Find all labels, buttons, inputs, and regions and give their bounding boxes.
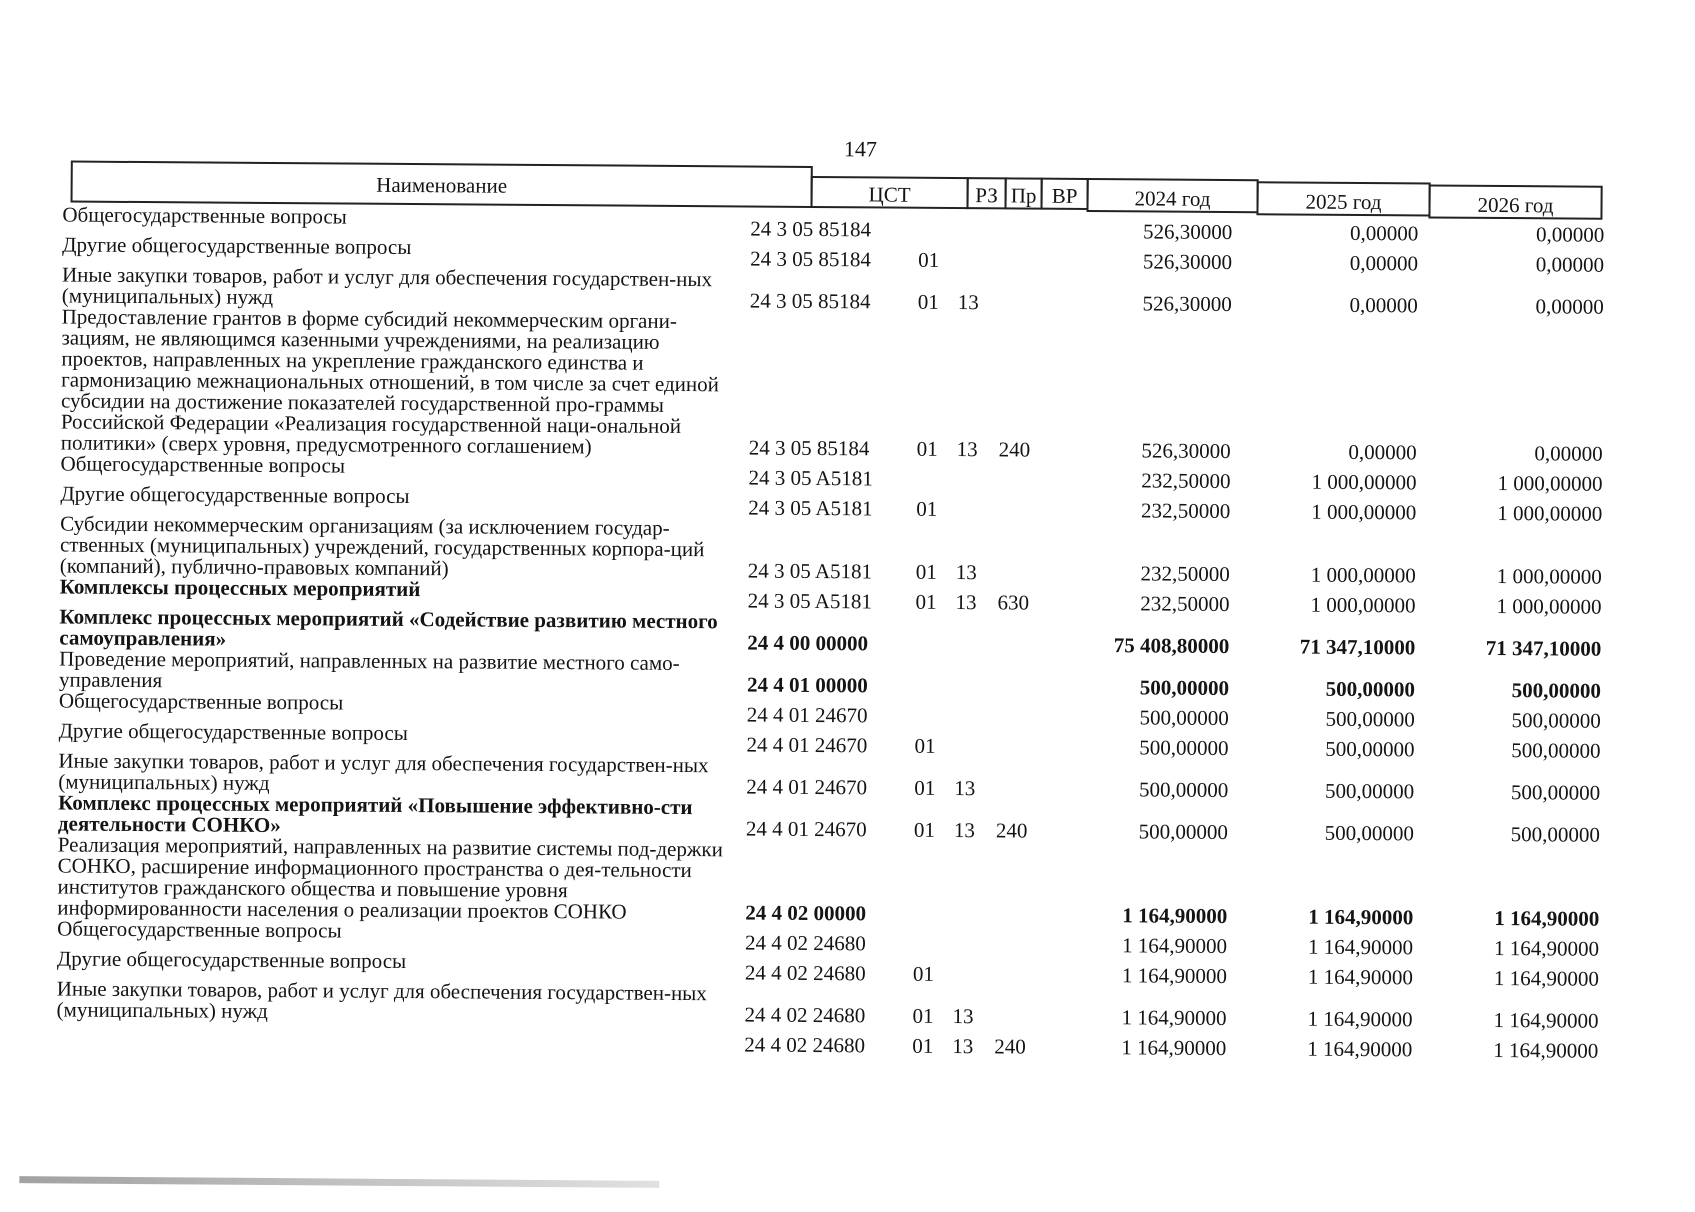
row-vr — [997, 655, 1053, 697]
row-pr: 13 — [955, 590, 977, 615]
header-rz: РЗ — [966, 177, 1006, 209]
row-pr: 13 — [954, 776, 976, 801]
row-vr — [997, 697, 1053, 727]
row-cst: 24 4 01 00000 — [746, 672, 868, 698]
row-2026: 0,00000 — [1534, 441, 1603, 466]
row-vr — [998, 520, 1054, 583]
row-2026: 1 164,90000 — [1494, 905, 1600, 931]
header-name: Наименование — [71, 161, 813, 208]
row-vr — [994, 985, 1050, 1027]
row-cst: 24 3 05 A5181 — [748, 465, 873, 491]
row-2026: 1 000,00000 — [1497, 500, 1603, 526]
row-2025: 1 164,90000 — [1307, 1006, 1413, 1032]
row-name: Другие общегосударственные вопросы — [62, 232, 412, 260]
row-2026: 0,00000 — [1535, 252, 1605, 277]
table-row — [57, 834, 1600, 929]
row-2026: 500,00000 — [1511, 738, 1601, 763]
row-2025: 0,00000 — [1349, 220, 1419, 246]
row-2026: 1 164,90000 — [1494, 935, 1600, 961]
row-rz: 01 — [917, 289, 939, 314]
row-vr — [995, 841, 1052, 925]
row-pr — [956, 490, 998, 520]
row-pr — [953, 925, 995, 955]
row-2026: 71 347,10000 — [1485, 635, 1602, 661]
row-cst: 24 3 05 85184 — [749, 288, 871, 314]
row-name: Другие общегосударственные вопросы — [58, 718, 408, 746]
row-pr — [954, 727, 996, 757]
row-rz: 01 — [913, 817, 936, 842]
row-vr — [1000, 241, 1056, 271]
row-name: Иные закупки товаров, работ и услуг для обеспечения государствен-ных (муниципальных) нужд — [56, 976, 707, 1023]
row-2025: 0,00000 — [1349, 250, 1419, 276]
row-rz: 01 — [916, 436, 938, 461]
page-number: 147 — [843, 136, 878, 162]
header-2025: 2025 год — [1256, 181, 1430, 216]
row-2026: 500,00000 — [1510, 822, 1601, 847]
row-name: Комплексы процессных мероприятий — [59, 574, 421, 602]
row-2026: 1 000,00000 — [1496, 593, 1602, 619]
row-2026: 1 000,00000 — [1497, 470, 1603, 496]
row-rz: 01 — [915, 589, 937, 614]
row-2025: 0,00000 — [1349, 292, 1418, 318]
header-vr: ВР — [1040, 178, 1088, 210]
row-rz: 01 — [912, 1033, 934, 1058]
row-cst: 24 4 01 24670 — [746, 774, 868, 800]
row-vr — [996, 727, 1052, 757]
row-name: Проведение мероприятий, направленных на развитие местного само-управления — [58, 646, 680, 693]
row-2024: 1 164,90000 — [1121, 1005, 1227, 1031]
row-2024: 500,00000 — [1138, 819, 1229, 845]
row-cst: 24 4 02 24680 — [744, 1032, 866, 1058]
row-2024: 526,30000 — [1141, 438, 1231, 464]
row-cst: 24 4 02 00000 — [745, 900, 867, 926]
row-vr — [998, 460, 1054, 490]
row-pr — [955, 655, 997, 697]
row-vr — [995, 955, 1051, 985]
scan-artifact — [19, 1176, 659, 1188]
row-2026: 500,00000 — [1511, 678, 1602, 703]
row-2024: 500,00000 — [1139, 705, 1229, 731]
row-cst: 24 4 02 24680 — [744, 1002, 866, 1028]
row-pr: 13 — [952, 1034, 974, 1059]
table-row — [61, 306, 1604, 464]
row-name: Общегосударственные вопросы — [58, 688, 344, 715]
row-vr: 630 — [997, 590, 1030, 615]
row-pr — [955, 613, 997, 655]
row-rz: 01 — [912, 961, 934, 986]
row-name: Комплекс процессных мероприятий «Повышение эффективно-сти деятельности СОНКО» — [57, 790, 693, 838]
row-vr: 240 — [994, 1034, 1026, 1059]
row-rz — [913, 925, 953, 955]
row-2025: 1 164,90000 — [1307, 964, 1413, 990]
row-vr — [995, 925, 1051, 955]
row-2024: 500,00000 — [1138, 777, 1229, 803]
row-2026: 0,00000 — [1535, 294, 1604, 319]
row-2026: 500,00000 — [1511, 708, 1601, 733]
row-cst: 24 4 01 24670 — [746, 732, 868, 758]
row-2024: 232,50000 — [1140, 561, 1230, 587]
row-rz: 01 — [914, 733, 936, 758]
row-2024: 500,00000 — [1139, 675, 1230, 701]
row-pr — [956, 460, 998, 490]
row-vr — [1000, 211, 1056, 241]
header-cst: ЦСТ — [810, 176, 968, 209]
row-name: Иные закупки товаров, работ и услуг для обеспечения государствен-ных (муниципальных) нужд — [61, 262, 713, 310]
row-cst: 24 4 00 00000 — [747, 630, 869, 656]
row-vr — [997, 613, 1053, 655]
row-2024: 232,50000 — [1140, 498, 1231, 524]
row-rz — [913, 841, 954, 925]
row-cst: 24 4 02 24680 — [744, 960, 866, 986]
row-2025: 500,00000 — [1325, 736, 1415, 762]
row-rz — [915, 697, 955, 727]
row-2025: 1 000,00000 — [1311, 499, 1417, 525]
row-cst: 24 4 01 24670 — [745, 816, 867, 842]
row-2025: 1 000,00000 — [1310, 562, 1416, 588]
row-2024: 1 164,90000 — [1122, 903, 1228, 929]
row-name: Другие общегосударственные вопросы — [56, 946, 407, 974]
row-2026: 1 164,90000 — [1493, 1007, 1599, 1033]
row-rz — [916, 460, 956, 490]
row-rz: 01 — [915, 559, 937, 584]
row-2024: 526,30000 — [1142, 291, 1232, 317]
row-2026: 1 000,00000 — [1496, 563, 1602, 589]
row-2025: 500,00000 — [1325, 676, 1416, 702]
row-pr: 13 — [955, 560, 977, 585]
row-name: Субсидии некоммерческим организациям (за исключением государ-ственных (муниципальных) учреждений, государственных корпора-ций (компаний), публично-правовых компаний) — [59, 511, 705, 581]
row-2024: 232,50000 — [1141, 468, 1231, 494]
row-rz: 01 — [914, 775, 936, 800]
row-cst: 24 3 05 A5181 — [748, 495, 873, 521]
row-vr: 240 — [995, 818, 1028, 843]
row-cst: 24 4 02 24680 — [745, 930, 866, 956]
row-name: Общегосударственные вопросы — [62, 202, 347, 229]
row-rz — [918, 211, 958, 241]
row-name: Реализация мероприятий, направленных на развитие системы под-держки СОНКО, расширение информационного пространства о дея-тельности институтов гражданского общества и повышение уровня информированности населения о реализации проектов СОНКО — [57, 832, 723, 924]
row-pr: 13 — [956, 437, 978, 462]
row-cst: 24 3 05 85184 — [750, 246, 871, 272]
row-pr — [953, 841, 996, 925]
header-2024: 2024 год — [1086, 178, 1258, 213]
row-name: Комплекс процессных мероприятий «Содействие развитию местного самоуправления» — [59, 604, 718, 651]
row-cst: 24 4 01 24670 — [746, 702, 868, 728]
row-2024: 232,50000 — [1140, 591, 1230, 617]
row-2025: 71 347,10000 — [1299, 634, 1416, 660]
row-2024: 1 164,90000 — [1121, 963, 1227, 989]
budget-table — [56, 204, 1604, 1061]
row-2024: 1 164,90000 — [1122, 933, 1228, 959]
row-2026: 1 164,90000 — [1493, 1037, 1599, 1063]
row-vr — [1000, 271, 1056, 313]
row-name: Общегосударственные вопросы — [60, 451, 346, 478]
row-2025: 1 000,00000 — [1311, 469, 1417, 495]
row-cst: 24 3 05 85184 — [750, 216, 872, 242]
row-2025: 500,00000 — [1324, 820, 1415, 846]
row-2025: 500,00000 — [1324, 778, 1415, 804]
row-cst: 24 3 05 A5181 — [747, 558, 873, 584]
row-pr — [958, 241, 1000, 271]
row-name: Другие общегосударственные вопросы — [60, 481, 410, 509]
row-rz — [915, 613, 955, 655]
row-name: Общегосударственные вопросы — [57, 916, 342, 943]
row-2025: 1 164,90000 — [1308, 934, 1414, 960]
row-2026: 500,00000 — [1510, 780, 1601, 805]
row-rz: 01 — [918, 247, 940, 272]
row-2024: 75 408,80000 — [1113, 633, 1230, 659]
row-pr — [955, 697, 997, 727]
row-pr: 13 — [957, 290, 979, 315]
row-2026: 0,00000 — [1535, 222, 1605, 247]
row-name: Иные закупки товаров, работ и услуг для обеспечения государствен-ных (муниципальных) нужд — [58, 748, 709, 795]
row-cst: 24 3 05 85184 — [748, 435, 870, 461]
row-vr: 240 — [998, 437, 1031, 462]
row-2025: 1 164,90000 — [1308, 904, 1414, 930]
row-pr: 13 — [953, 818, 976, 843]
row-rz: 01 — [916, 496, 938, 521]
row-name — [56, 1020, 736, 1055]
row-2026: 1 164,90000 — [1493, 965, 1599, 991]
row-2024: 1 164,90000 — [1121, 1035, 1227, 1061]
row-vr — [998, 490, 1054, 520]
row-2025: 1 000,00000 — [1310, 592, 1416, 618]
row-pr — [958, 211, 1000, 241]
row-rz: 01 — [912, 1003, 934, 1028]
row-2025: 500,00000 — [1325, 706, 1415, 732]
row-rz — [915, 655, 955, 697]
row-pr — [953, 955, 995, 985]
row-2025: 1 164,90000 — [1307, 1036, 1413, 1062]
header-pr: Пр — [1004, 177, 1042, 209]
row-2024: 500,00000 — [1139, 735, 1229, 761]
row-name: Предоставление грантов в форме субсидий некоммерческим органи-зациям, не являющимся казенными учреждениями, на реализацию проектов, направленных на укрепление гражданского единства и гармонизацию межнациональных отношений, в том числе за счет единой субсидии на достижение показателей государственной про-граммы Российской Федерации «Реализация государственной наци-ональной политики» (сверх уровня, предусмотренного соглашением) — [60, 304, 720, 459]
header-2026: 2026 год — [1428, 184, 1602, 219]
row-cst: 24 3 05 A5181 — [747, 588, 872, 614]
row-2024: 526,30000 — [1142, 219, 1233, 245]
row-vr — [996, 757, 1052, 799]
row-2025: 0,00000 — [1348, 439, 1417, 465]
row-pr: 13 — [952, 1004, 974, 1029]
row-2024: 526,30000 — [1142, 249, 1233, 275]
